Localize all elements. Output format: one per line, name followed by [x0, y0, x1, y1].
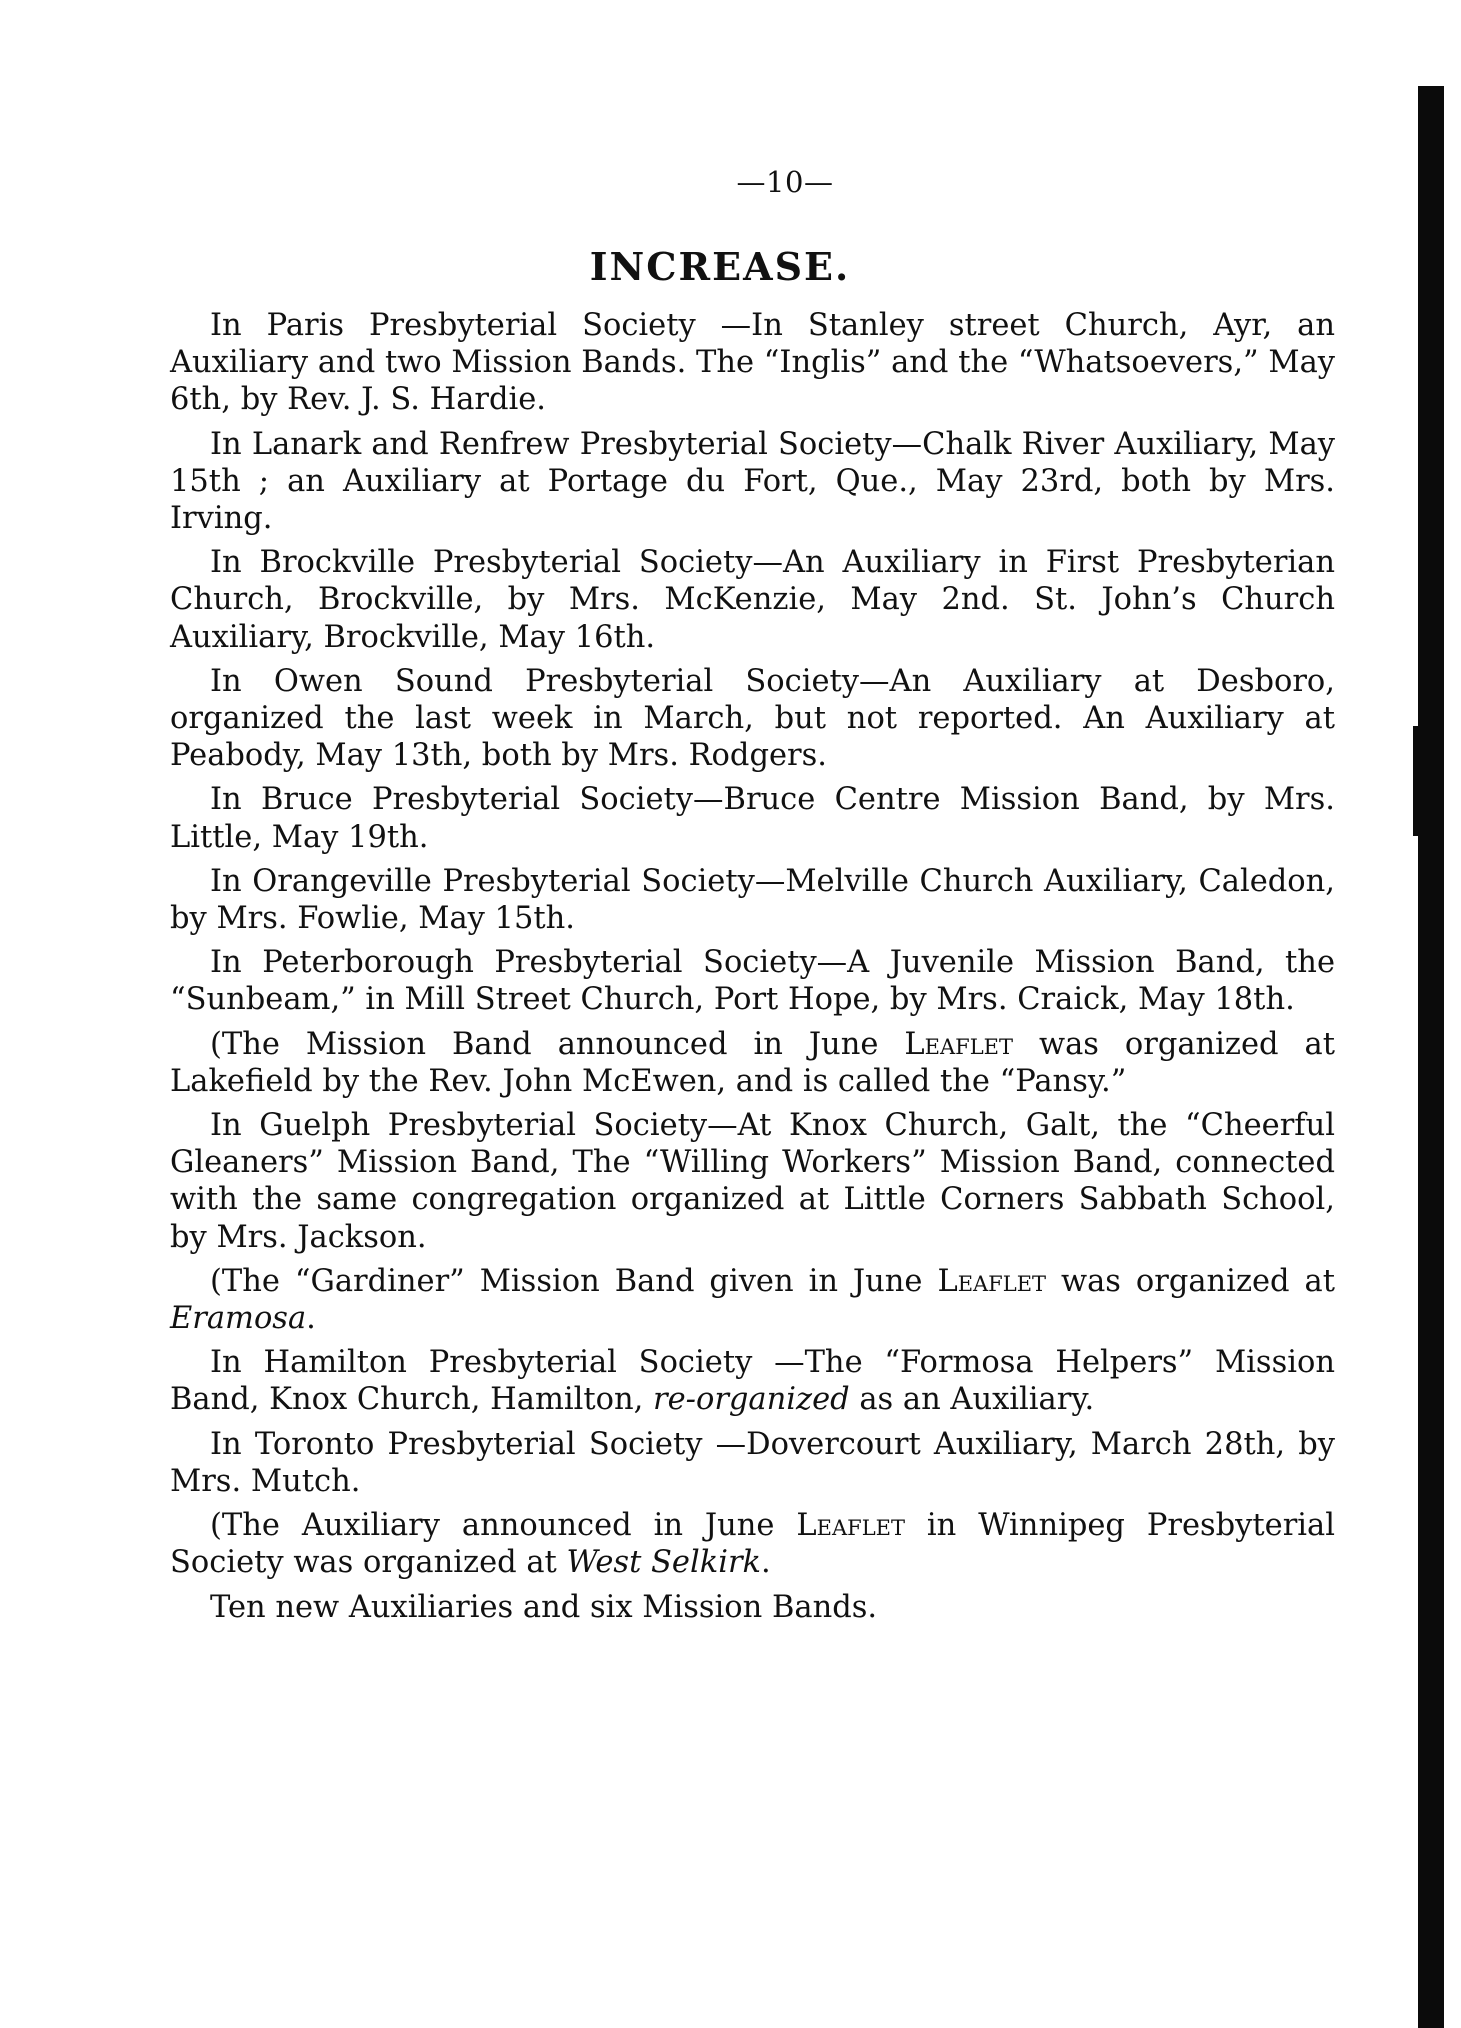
paragraph-gardiner-note: [170, 1263, 1335, 1337]
paragraph-hamilton: [170, 1344, 1335, 1418]
section-heading: INCREASE.: [589, 244, 851, 289]
paragraph-lakefield-note: [170, 1026, 1335, 1100]
note-text: (The “Gardiner” Mission Band given in June: [210, 1263, 938, 1299]
note-text: (The Auxiliary announced in June: [210, 1508, 797, 1544]
note-text: was organized at Lakefield by the Rev. John McEwen, and is called the “Pansy.”: [170, 1026, 1335, 1099]
paragraph-winnipeg-note: [170, 1507, 1335, 1581]
paragraph-owen-sound: In Owen Sound Presbyterial Society—An Auxiliary at Desboro, organized the last week in March, but not reported. An Auxiliary at Peabody, May 13th, both by Mrs. Rodgers.: [170, 663, 1335, 774]
paragraph-lanark-renfrew: In Lanark and Renfrew Presbyterial Society—Chalk River Auxiliary, May 15th ; an Auxiliary at Portage du Fort, Que., May 23rd, both by Mrs. Irving.: [170, 426, 1335, 537]
note-text: was organized at: [1046, 1263, 1335, 1299]
leaflet-title: Leaflet: [904, 1026, 1013, 1062]
report-body: [170, 307, 1335, 1626]
paragraph-toronto: In Toronto Presbyterial Society —Dovercourt Auxiliary, March 28th, by Mrs. Mutch.: [170, 1426, 1335, 1499]
binding-edge-shadow: [1418, 86, 1444, 2028]
paragraph-brockville: In Brockville Presbyterial Society—An Auxiliary in First Presbyterian Church, Brockville, by Mrs. McKenzie, May 2nd. St. John’s Church Auxiliary, Brockville, May 16th.: [170, 545, 1335, 655]
page-number: —10—: [736, 165, 834, 199]
leaflet-title: Leaflet: [796, 1508, 905, 1544]
paragraph-guelph: In Guelph Presbyterial Society—At Knox Church, Galt, the “Cheerful Gleaners” Mission Band, The “Willing Workers” Mission Band, connected with the same congregation organized at Little Corners Sabbath School, by Mrs. Jackson.: [170, 1108, 1335, 1255]
paragraph-peterborough: In Peterborough Presbyterial Society—A Juvenile Mission Band, the “Sunbeam,” in Mill Street Church, Port Hope, by Mrs. Craick, May 18th.: [170, 945, 1335, 1018]
note-text: .: [761, 1545, 771, 1581]
paragraph-text: In Hamilton Presbyterial Society —The “Formosa Helpers” Mission Band, Knox Church, Hamilton,: [170, 1345, 1335, 1418]
place-name: Eramosa: [170, 1301, 307, 1337]
note-text: (The Mission Band announced in June: [210, 1026, 905, 1062]
emphasis: re-organized: [653, 1382, 850, 1418]
leaflet-title: Leaflet: [937, 1263, 1047, 1299]
note-text: .: [306, 1301, 316, 1337]
place-name: West Selkirk: [566, 1545, 762, 1581]
paragraph-summary: Ten new Auxiliaries and six Mission Bands.: [210, 1589, 878, 1625]
note-text: in Winnipeg Presbyterial Society was organized at: [170, 1508, 1335, 1581]
paragraph-orangeville: In Orangeville Presbyterial Society—Melville Church Auxiliary, Caledon, by Mrs. Fowlie, May 15th.: [170, 863, 1335, 937]
paragraph-paris: In Paris Presbyterial Society —In Stanley street Church, Ayr, an Auxiliary and two Mission Bands. The “Inglis” and the “Whatsoevers,” May 6th, by Rev. J. S. Hardie.: [170, 308, 1335, 418]
paragraph-bruce: In Bruce Presbyterial Society—Bruce Centre Mission Band, by Mrs. Little, May 19th.: [170, 782, 1335, 855]
paragraph-text: as an Auxiliary.: [849, 1382, 1095, 1418]
